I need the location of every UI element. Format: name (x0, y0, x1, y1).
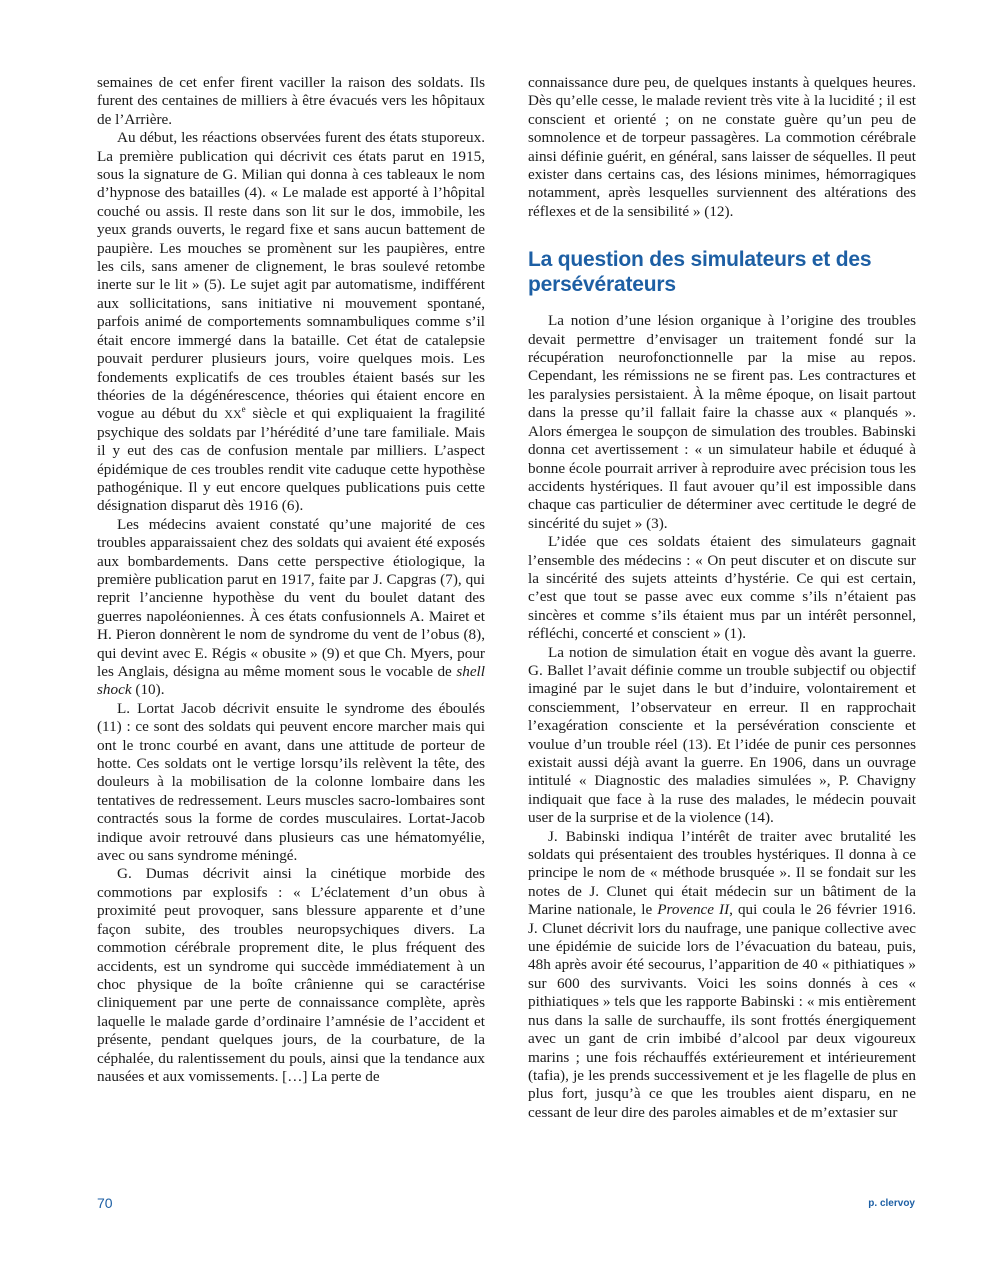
paragraph-text: Au début, les réactions observées furent des états stuporeux. La première publication qui décrivit ces états parut en 1915, sous la signature de G. Milian qui donna à ces tableaux le nom d’hypnose des batailles (4). « Le malade est apporté à l’hôpital couché ou assis. Il reste dans son lit sur le dos, immobile, les yeux grands ouverts, le regard fixe et sans aucun battement de paupière. Les mouches se promènent sur les paupières, entre les cils, sans amener de clignement, le bras soulevé retombe inerte sur le lit » (5). Le sujet agit par automatisme, indifférent aux sollicitations, sans initiative ni mouvement spontané, parfois animé de comportements somnambuliques comme s’il était encore immergé dans la bataille. Cet état de catalepsie pouvait perdurer plusieurs jours, voire quelques mois. Les fondements explicatifs de ces troubles étaient basés sur les théories de la dégénérescence, théories qui étaient encore en vogue au début du (97, 129, 485, 423)
left-column (97, 74, 485, 1086)
paragraph (97, 129, 485, 516)
paragraph: semaines de cet enfer firent vaciller la raison des soldats. Ils furent des centaines de milliers à être évacués vers les hôpitaux de l’Arrière. (97, 74, 485, 128)
paragraph-text: qui coula le 26 février 1916. J. Clunet décrivit lors du naufrage, une panique collective avec une épidémie de suicide lors de l’évacuation du bateau, puis, 48h après avoir été secourus, l’apparition de 40 « pithiatiques » sur 600 des survivants. Voici les soins donnés à ces « pithiatiques » tels que les rapporte Babinski : « mis entièrement nus dans la salle de surchauffe, ils sont frottés énergiquement avec un gant de crin imbibé d’alcool par deux vigoureux marins ; une fois réchauffés extérieurement et intérieurement (tafia), je les prends successivement et je les flagelle de plus en plus fort, jusqu’à ce que les troubles aient disparu, en ne cessant de leur dire des paroles aimables et de m’extasier sur (528, 901, 916, 1121)
right-column (528, 74, 916, 1122)
century-numeral: XX (224, 407, 242, 422)
section-heading: La question des simulateurs et des persévérateurs (528, 248, 872, 297)
paragraph: G. Dumas décrivit ainsi la cinétique morbide des commotions par explosifs : « L’éclatement d’un obus à proximité peut provoquer, sans blessure apparente et d’une façon subite, des troubles neuropsychiques divers. La commotion cérébrale proprement dite, le plus fréquent des accidents, est un syndrome qui succède immédiatement à un choc physique de la boîte crânienne qui se caractérise cliniquement par une perte de connaissance complète, après laquelle le malade garde d’ordinaire l’amnésie de l’accident et présente, pendant quelques jours, de la courbature, de la céphalée, du ralentissement du pouls, ainsi que la tendance aux nausées et aux vomissements. […] La perte de (97, 865, 485, 1085)
paragraph (528, 828, 916, 1123)
paragraph (97, 516, 485, 700)
paragraph: L’idée que ces soldats étaient des simulateurs gagnait l’ensemble des médecins : « On peut discuter et on discute sur la sincérité des sujets atteints d’hystérie. Ce qui est certain, c’est que tout se passe avec eux comme s’ils n’étaient pas sincères et comme s’ils étaient mus par un intérêt personnel, réfléchi, concerté et conscient » (1). (528, 533, 916, 643)
paragraph-text: Les médecins avaient constaté qu’une majorité de ces troubles apparaissaient chez des soldats qui avaient été exposés aux bombardements. Dans cette perspective étiologique, la première publication parut en 1917, faite par J. Capgras (7), qui reprit l’ancienne hypothèse du vent du boulet datant des guerres napoléoniennes. À ces états confusionnels A. Mairet et H. Pieron donnèrent le nom de syndrome du vent de l’obus (8), qui devint avec E. Régis « obusite » (9) et que Ch. Myers, pour les Anglais, désigna au même moment sous le vocable de (97, 515, 485, 680)
paragraph: La notion d’une lésion organique à l’origine des troubles devait permettre d’envisager un traitement fondé sur la récupération neurofonctionnelle par la mise au repos. Cependant, les rémissions ne se firent pas. Les contractures et les paralysies persistaient. À la même époque, on lisait partout dans la presse qu’il fallait faire la chasse aux « planqués ». Alors émergea le soupçon de simulation des troubles. Babinski donna cet avertissement : « un simulateur habile et éduqué à bonne école pourrait arriver à reproduire avec précision tous les accidents hystériques. Il faut avouer qu’il est impossible dans chaque cas particulier de déterminer avec certitude le degré de sincérité du sujet » (3). (528, 312, 916, 532)
paragraph: La notion de simulation était en vogue dès avant la guerre. G. Ballet l’avait définie comme un trouble subjectif ou objectif imaginé par le sujet dans le but d’induire, volontairement et consciemment, l’observateur en erreur. Il en rapprochait l’exagération consciente et la persévération consciente et voulue d’un trouble réel (13). Et l’idée de punir ces personnes existait aussi déjà avant la guerre. En 1906, dans un ouvrage intitulé « Diagnostic des maladies simulées », P. Chavigny indiquait que face à la ruse des malades, le médecin pouvait user de la surprise et de la violence (14). (528, 643, 916, 827)
italic-term: shell shock (97, 663, 485, 699)
paragraph-text: siècle et qui expliquaient la fragilité psychique des soldats par l’hérédité d’une tare familiale. Mais il y eut des cas de confusion mentale par milliers. L’aspect épidémique de ces troubles rendit vite caduque cette hypothèse pathogénique. Il y eut encore quelques publications puis cette désignation disparut dès 1916 (6). (97, 405, 485, 515)
paragraph-text: J. Babinski indiqua l’intérêt de traiter avec brutalité les soldats qui présentaient des troubles hystériques. Il donna à ce principe le nom de « méthode brusquée ». Il se fondait sur les notes de J. Clunet qui était médecin sur un bâtiment de la Marine nationale, le (528, 827, 916, 919)
page-number: 70 (97, 1195, 113, 1211)
paragraph: L. Lortat Jacob décrivit ensuite le syndrome des éboulés (11) : ce sont des soldats qui peuvent encore marcher mais qui ont le tronc courbé en avant, dans une attitude de porteur de hotte. Ces soldats ont le vertige lorsqu’ils relèvent la tête, des douleurs à la mobilisation de la colonne lombaire dans les tentatives de redressement. Leurs muscles sacro-lombaires sont contractés sous la forme de cordes musculaires. Lortat-Jacob indique avoir retrouvé dans plusieurs cas une hématomyélie, avec ou sans syndrome méningé. (97, 699, 485, 865)
running-footer-author: p. clervoy (868, 1198, 915, 1209)
italic-ship-name: Provence II, (657, 901, 733, 919)
paragraph-text: (10). (131, 681, 165, 699)
century-superscript: e (241, 404, 246, 415)
paragraph: connaissance dure peu, de quelques instants à quelques heures. Dès qu’elle cesse, le malade revient très vite à la lucidité ; il est conscient et orienté ; on ne constate guère qu’un peu de somnolence et de torpeur passagères. La commotion cérébrale ainsi définie guérit, en général, sans laisser de séquelles. Il peut exister dans certains cas, des lésions minimes, hémorragiques notamment, après lesquelles surviennent des altérations des réflexes et de la sensibilité » (12). (528, 74, 916, 220)
